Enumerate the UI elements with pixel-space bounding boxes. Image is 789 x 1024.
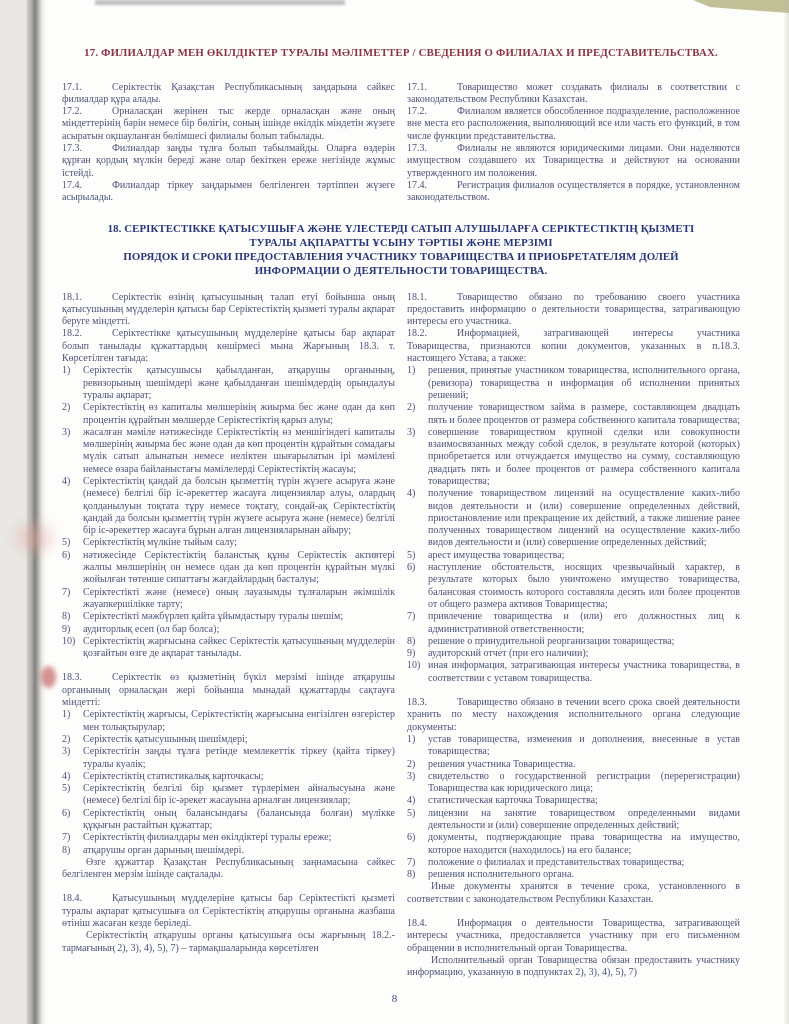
list-item-number: 4) bbox=[62, 770, 71, 782]
section-18-heading-kazakh: 18. СЕРІКТЕСТІККЕ ҚАТЫСУШЫҒА ЖӘНЕ ҮЛЕСТЕРДІ САТЫП АЛУШЫЛАРҒА СЕРІКТЕСТІКТІҢ ҚЫЗМЕТІ ТУРАЛЫ АҚПАРАТТЫ ҰСЫНУ ТӘРТІБІ ЖӘНЕ МЕРЗІМІ bbox=[107, 222, 695, 249]
numbered-paragraph bbox=[407, 143, 740, 180]
list-item-number: 7) bbox=[62, 586, 71, 598]
paragraph-number: 17.1. bbox=[407, 81, 427, 93]
paragraph-text: Серіктестік Қазақстан Республикасының заңдарына сәйкес филиалдар құра алады. bbox=[62, 81, 395, 105]
list-item bbox=[407, 660, 740, 685]
list-item bbox=[62, 709, 395, 734]
list-item-text: Серіктестіктің жарғысына сәйкес Серіктестік қатысушының мүдделерін қозғайтын өзге де ақпарат танылады. bbox=[83, 635, 395, 660]
section-18-heading bbox=[62, 222, 740, 279]
list-item-number: 1) bbox=[62, 365, 71, 377]
numbered-paragraph bbox=[62, 82, 395, 107]
numbered-paragraph bbox=[407, 918, 740, 955]
list-item-text: Серіктестік қатысушының шешімдері; bbox=[83, 733, 248, 745]
paragraph-text: Информацией, затрагивающей интересы участника Товарищества, признаются копии документов, указанных в п.18.3. настоящего Устава, а также: bbox=[407, 328, 740, 365]
list-item-text: решения исполнительного органа. bbox=[428, 869, 574, 881]
paragraph-number: 18.3. bbox=[62, 672, 82, 684]
list-item bbox=[407, 808, 740, 833]
paragraph-text: Филиалдар тіркеу заңдарымен белгіленген тәртіппен жүзеге асырылады. bbox=[62, 179, 395, 204]
list-item-text: арест имущества товарищества; bbox=[428, 549, 565, 561]
list-item-number: 9) bbox=[62, 623, 71, 635]
list-item-number: 8) bbox=[407, 635, 416, 647]
list-item-text: получение товариществом лицензий на осуществление каких-либо видов деятельности и (или) совершение определенных действий, приостановление или прекращение их действий, а также лишение ранее полученных товариществом лицензий на осуществление каких-либо видов деятельности и (или) совершение определенных действий; bbox=[428, 488, 740, 549]
list-item bbox=[407, 402, 740, 427]
numbered-paragraph bbox=[62, 180, 395, 205]
paragraph-text: Филиалом является обособленное подразделение, расположенное вне места его расположения, выполняющий все или часть его функций, в том числе функции представительства. bbox=[407, 106, 740, 142]
list-item-number: 5) bbox=[407, 549, 416, 561]
list-item-number: 7) bbox=[62, 832, 71, 844]
paragraph-text: Товарищество может создавать филиалы в соответствии с законодательством Республики Казахстан. bbox=[407, 81, 740, 105]
list-item-text: Серіктестікті және (немесе) оның лауазымды тұлғаларын әкімшілік жауапкершілікке тарту; bbox=[83, 586, 395, 610]
scan-red-smudge bbox=[41, 666, 56, 688]
list-item bbox=[62, 832, 395, 844]
list-item bbox=[62, 427, 395, 476]
list-item-text: получение товариществом займа в размере, составляющем двадцать пять и более процентов от размера собственного капитала товарищества; bbox=[428, 402, 740, 426]
numbered-paragraph bbox=[407, 82, 740, 107]
scan-top-text-remnant bbox=[95, 0, 345, 5]
continuation-paragraph: Иные документы хранятся в течение срока, установленного в соответствии с законодательством Республики Казахстан. bbox=[407, 881, 740, 905]
list-item bbox=[62, 808, 395, 833]
list-item-text: Серіктестігін заңды тұлға ретінде мемлекеттік тіркеу (қайта тіркеу) туралы куәлік; bbox=[83, 746, 395, 770]
list-item-text: устав товарищества, изменения и дополнения, внесенные в устав товарищества; bbox=[428, 733, 740, 758]
list-item-text: атқарушы орган дарының шешімдері. bbox=[83, 844, 244, 856]
list-item-number: 6) bbox=[62, 807, 71, 819]
section-17-russian-column bbox=[407, 82, 740, 205]
list-item-number: 6) bbox=[407, 832, 416, 844]
numbered-paragraph bbox=[62, 328, 395, 365]
list-item bbox=[62, 537, 395, 549]
numbered-paragraph bbox=[62, 672, 395, 709]
list-item bbox=[62, 476, 395, 537]
list-item-number: 1) bbox=[407, 365, 416, 377]
list-item-text: аудиторский отчет (при его наличии); bbox=[428, 648, 589, 660]
list-item bbox=[62, 734, 395, 746]
list-item-number: 7) bbox=[407, 611, 416, 623]
paragraph-text: Орналасқан жерінен тыс жерде орналасқан және оның міндеттерінің бәрін немесе бір бөлігін, соның ішінде өкілдік міндетін жүзеге асыратын оқшауланған бөлімшесі филиалы болып табылады. bbox=[62, 106, 395, 142]
list-item-number: 7) bbox=[407, 856, 416, 868]
paragraph-number: 17.4. bbox=[62, 179, 82, 191]
page-content bbox=[62, 46, 740, 980]
list-item bbox=[407, 648, 740, 660]
paragraph-number: 18.2. bbox=[407, 328, 427, 340]
list-item bbox=[407, 832, 740, 857]
list-item bbox=[62, 611, 395, 623]
paragraph-number: 18.1. bbox=[62, 291, 82, 303]
scan-corner-artifact bbox=[693, 0, 789, 13]
section-18-columns bbox=[62, 292, 740, 980]
list-item-text: привлечение товарищества и (или) его должностных лиц к административной ответственности; bbox=[428, 611, 740, 635]
list-item-number: 2) bbox=[407, 758, 416, 770]
list-item-text: лицензии на занятие товариществом определенными видами деятельности и (или) совершение определенных действий; bbox=[428, 807, 740, 831]
list-item-number: 3) bbox=[62, 746, 71, 758]
list-item-text: Серіктестіктің жарғысы, Серіктестіктің жарғысына енгізілген өзгерістер мен толықтырулар; bbox=[83, 709, 395, 733]
list-item bbox=[407, 771, 740, 796]
scan-right-edge-tint bbox=[783, 0, 789, 1024]
list-item-text: иная информация, затрагивающая интересы участника товарищества, в соответствии с уставом товарищества. bbox=[428, 660, 740, 684]
list-item-text: аудиторлық есеп (ол бар болса); bbox=[83, 623, 220, 635]
list-item-number: 10) bbox=[407, 660, 421, 672]
list-item-text: Серіктестікті мәжбүрлеп қайта ұйымдастыру туралы шешім; bbox=[83, 611, 344, 623]
paragraph-number: 18.4. bbox=[62, 893, 82, 905]
list-item-text: Серіктестіктің белгілі бір қызмет түрлерімен айналысуына және (немесе) белгілі бір іс-әрекет жасауына арналған лицензиялар; bbox=[83, 783, 395, 807]
list-item-number: 5) bbox=[62, 783, 71, 795]
numbered-paragraph bbox=[62, 292, 395, 329]
list-item-text: решение о принудительной реорганизации товарищества; bbox=[428, 635, 675, 647]
list-item-text: Серіктестіктің оның балансындағы (балансында болған) мүлікке құқығын растайтын құжаттар; bbox=[83, 807, 395, 831]
paragraph-text: Товарищество обязано в течении всего срока своей деятельности хранить по месту нахождения исполнительного органа следующие документы: bbox=[407, 697, 740, 733]
continuation-paragraph: Исполнительный орган Товарищества обязан предоставить участнику информацию, указанную в подпунктах 2), 3), 4), 5), 7) bbox=[407, 954, 740, 979]
list-item bbox=[407, 734, 740, 759]
list-item-number: 2) bbox=[62, 402, 71, 414]
section-17-heading: 17. ФИЛИАЛДАР МЕН ӨКІЛДІКТЕР ТУРАЛЫ МӘЛІМЕТТЕР / СВЕДЕНИЯ О ФИЛИАЛАХ И ПРЕДСТАВИТЕЛЬСТВАХ. bbox=[84, 47, 718, 59]
list-item bbox=[407, 550, 740, 562]
numbered-paragraph bbox=[407, 180, 740, 205]
continuation-paragraph: Өзге құжаттар Қазақстан Республикасының заңнамасына сәйкес белгіленген мерзім ішінде сақталады. bbox=[62, 856, 395, 881]
list-item bbox=[407, 427, 740, 488]
list-item-text: Серіктестіктің филиалдары мен өкілдіктері туралы ереже; bbox=[83, 832, 332, 844]
numbered-paragraph bbox=[407, 292, 740, 329]
paragraph-text: Регистрация филиалов осуществляется в порядке, установленном законодательством. bbox=[407, 179, 740, 204]
section-17-columns bbox=[62, 82, 740, 205]
list-item-text: свидетельство о государственной регистрации (перерегистрации) Товарищества как юридического лица; bbox=[428, 770, 740, 795]
list-item bbox=[62, 550, 395, 587]
paragraph-text: Филиалдар заңды тұлға болып табылмайды. Оларға өздерін құрған қордың мүлкін береді және олар бекіткен ереже негізінде жұмыс істейді. bbox=[62, 143, 395, 179]
paragraph-number: 18.3. bbox=[407, 697, 427, 709]
paragraph-number: 17.2. bbox=[407, 106, 427, 118]
list-item-text: нәтижесінде Серіктестіктің баланстық құны Серіктестік активтері жалпы мөлшерінің он немесе одан да көп процентін құрайтын мүлкі жойылған төтенше сипаттағы жағдайлардың басталуы; bbox=[83, 549, 395, 586]
list-item-number: 3) bbox=[407, 426, 416, 438]
list-item-text: статистическая карточка Товарищества; bbox=[428, 795, 598, 807]
list-item-number: 8) bbox=[407, 869, 416, 881]
numbered-paragraph bbox=[62, 143, 395, 180]
list-item-text: совершение товариществом крупной сделки или совокупности взаимосвязанных между собой сделок, в результате которой (которых) приобретается или отчуждается имущество на сумму, составляющую двадцать пять и более процентов от размера собственного капитала товарищества; bbox=[428, 426, 740, 487]
list-item bbox=[407, 857, 740, 869]
numbered-paragraph bbox=[407, 328, 740, 365]
list-item bbox=[407, 611, 740, 636]
numbered-paragraph bbox=[62, 106, 395, 143]
list-item bbox=[62, 365, 395, 402]
list-item-text: жасалған мәміле нәтижесінде Серіктестіктің өз меншігіндегі капиталы мөлшерінің жиырма бес және одан да көп процентін құрайтын сомадағы мүлік сатып алынатын немесе иеліктен шығарылатын ірі мәмілені немесе өзара байланыстағы мәмілелерді Серіктестіктің жасауы; bbox=[83, 426, 395, 475]
paragraph-number: 18.2. bbox=[62, 328, 82, 340]
paragraph-text: Қатысушының мүдделеріне қатысы бар Серіктестікті қызметі туралы ақпарат қатысушыға ол Серіктестіктің атқарушы органына жазбаша өтініш жасаған кезде беріледі. bbox=[62, 893, 395, 930]
list-item-text: документы, подтверждающие права товарищества на имущество, которое находится (находилось) на его балансе; bbox=[428, 832, 740, 856]
paragraph-number: 17.2. bbox=[62, 106, 82, 118]
numbered-paragraph bbox=[62, 893, 395, 930]
list-item bbox=[407, 488, 740, 549]
list-item-text: решения участника Товарищества. bbox=[428, 758, 576, 770]
list-item-number: 4) bbox=[62, 475, 71, 487]
continuation-paragraph: Серіктестіктің атқарушы органы қатысушыға осы жарғының 18.2.- тармағының 2), 3), 4), 5), 7) – тармақшаларында көрсетілген bbox=[62, 930, 395, 954]
section-17-kazakh-column bbox=[62, 82, 395, 205]
list-item-number: 2) bbox=[407, 402, 416, 414]
paragraph-text: Информация о деятельности Товарищества, затрагивающей интересы участника, предоставляется участнику при его письменном обращении в исполнительный орган Товарищества. bbox=[407, 918, 740, 954]
paragraph-text: Серіктестік өз қызметінің бүкіл мерзімі ішінде атқарушы органының орналасқан жері бойынша мынадай құжаттарды сақтауға міндетті: bbox=[62, 672, 395, 709]
list-item-number: 3) bbox=[62, 426, 71, 438]
list-item-number: 5) bbox=[407, 807, 416, 819]
paragraph-text: Филиалы не являются юридическими лицами. Они наделяются имуществом создавшего их Товарищества и действуют на основании утвержденного им положения. bbox=[407, 143, 740, 179]
list-item-number: 8) bbox=[62, 844, 71, 856]
numbered-paragraph bbox=[407, 106, 740, 143]
section-18-kazakh-column bbox=[62, 292, 395, 980]
list-item-number: 4) bbox=[407, 795, 416, 807]
list-item-text: Серіктестіктің өз капиталы мөлшерінің жиырма бес және одан да көп процентін құрайтын мөлшерде Серіктестіктің қарыз алуы; bbox=[83, 402, 395, 426]
scan-pink-smudge bbox=[8, 516, 60, 560]
list-item-number: 2) bbox=[62, 733, 71, 745]
paragraph-number: 18.1. bbox=[407, 291, 427, 303]
list-item-number: 8) bbox=[62, 611, 71, 623]
paragraph-number: 17.3. bbox=[407, 143, 427, 155]
list-item bbox=[62, 845, 395, 857]
paragraph-number: 18.4. bbox=[407, 918, 427, 930]
paragraph-text: Товарищество обязано по требованию своего участника предоставить информацию о деятельности товарищества, затрагивающую интересы его участника. bbox=[407, 291, 740, 328]
list-item-text: Серіктестіктің қандай да болсын қызметтің түрін жүзеге асыруға және (немесе) белгілі бір іс-әрекеттер жасауға лицензиялар алуы, олардың қолданылуын тоқтата тұру немесе тоқтату, сондай-ақ Серіктестіктің қандай да болсын қызметтің түрін жүзеге асыруға және (немесе) белгілі бір іс-әрекеттер жасауға бұрын алған лицензияларынан айыру; bbox=[83, 475, 395, 537]
list-item bbox=[62, 624, 395, 636]
section-18-russian-column bbox=[407, 292, 740, 980]
scan-edge-shadow bbox=[26, 0, 46, 1024]
list-item-number: 1) bbox=[407, 733, 416, 745]
list-item bbox=[62, 636, 395, 661]
list-item bbox=[407, 636, 740, 648]
list-item bbox=[62, 771, 395, 783]
list-item-text: положение о филиалах и представительствах товарищества; bbox=[428, 856, 685, 868]
list-item-text: Серіктестік қатысушысы қабылданған, атқарушы органының, ревизорының шешімдері және қабылданған шешімдердің орындалуы туралы ақпарат; bbox=[83, 365, 395, 401]
list-item bbox=[407, 365, 740, 402]
paragraph-number: 17.3. bbox=[62, 143, 82, 155]
list-item-number: 3) bbox=[407, 770, 416, 782]
page-number: 8 bbox=[391, 993, 398, 1005]
list-item-number: 1) bbox=[62, 709, 71, 721]
numbered-paragraph bbox=[407, 697, 740, 734]
list-item-text: Серіктестіктің статистикалық карточкасы; bbox=[83, 770, 264, 782]
list-item bbox=[62, 587, 395, 612]
list-item-number: 5) bbox=[62, 537, 71, 549]
list-item bbox=[62, 746, 395, 771]
paragraph-number: 17.1. bbox=[62, 81, 82, 93]
paragraph-number: 17.4. bbox=[407, 179, 427, 191]
list-item bbox=[407, 759, 740, 771]
paragraph-text: Серіктестікке қатысушының мүдделеріне қатысы бар ақпарат болып танылады құжаттардың көшірмесі мына Жарғының 18.3. т. Көрсетілген тағыда: bbox=[62, 328, 395, 365]
section-18-heading-russian: ПОРЯДОК И СРОКИ ПРЕДОСТАВЛЕНИЯ УЧАСТНИКУ ТОВАРИЩЕСТВА И ПРИОБРЕТАТЕЛЯМ ДОЛЕЙ ИНФОРМАЦИИ О ДЕЯТЕЛЬНОСТИ ТОВАРИЩЕСТВА. bbox=[123, 251, 679, 278]
list-item bbox=[62, 402, 395, 427]
list-item-number: 6) bbox=[407, 562, 416, 574]
list-item bbox=[407, 795, 740, 807]
paragraph-text: Серіктестік өзінің қатысушының талап етуі бойынша оның қатысушының мүдделерін қатысы бар Серіктестіктің қызметі туралы ақпарат беруге міндетті. bbox=[62, 291, 395, 328]
list-item bbox=[62, 783, 395, 808]
list-item-number: 4) bbox=[407, 488, 416, 500]
list-item-number: 10) bbox=[62, 635, 76, 647]
list-item-text: наступление обстоятельств, носящих чрезвычайный характер, в результате которых было уничтожено имущество товарищества, балансовая стоимость которого составляла десять или более процентов от общего размера активов Товарищества; bbox=[428, 562, 740, 610]
list-item-number: 6) bbox=[62, 549, 71, 561]
list-item-text: Серіктестіктің мүлкіне тыйым салу; bbox=[83, 537, 238, 549]
list-item bbox=[407, 869, 740, 881]
list-item-number: 9) bbox=[407, 648, 416, 660]
list-item bbox=[407, 562, 740, 611]
list-item-text: решения, принятые участником товарищества, исполнительного органа, (ревизора) товарищества и информация об исполнении принятых решений; bbox=[428, 365, 740, 401]
